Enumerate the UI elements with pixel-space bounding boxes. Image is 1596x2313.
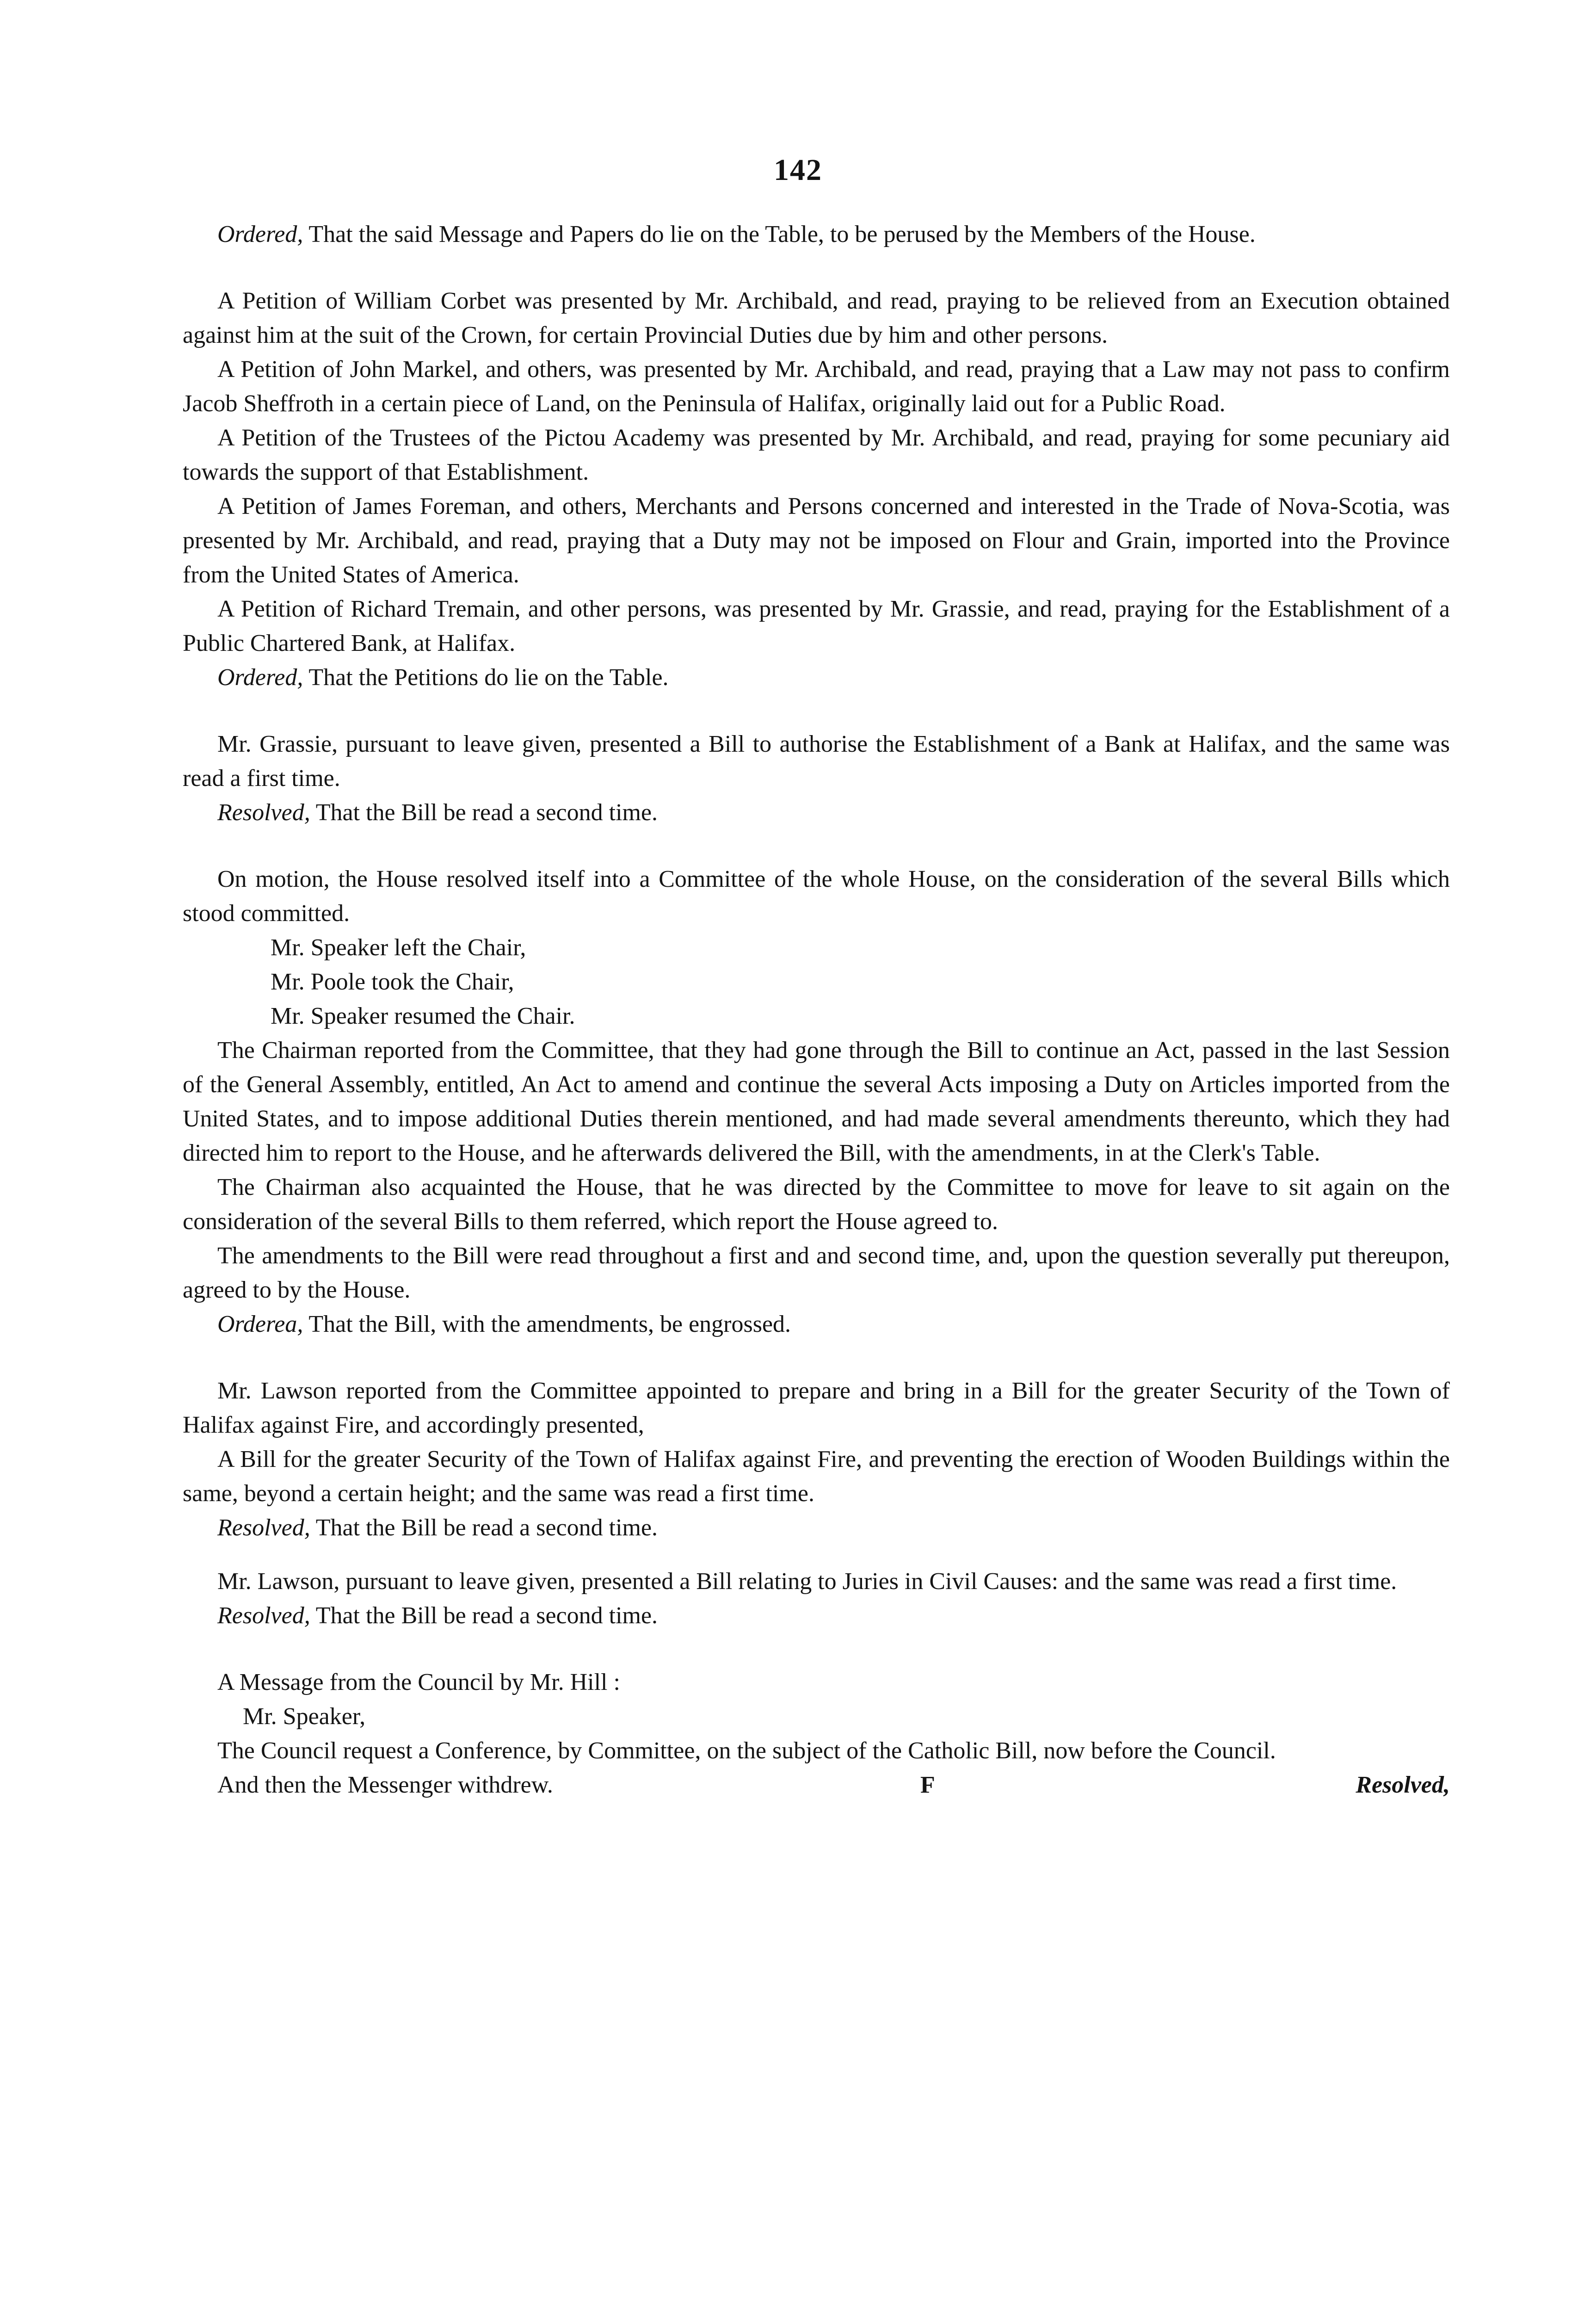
paragraph (183, 592, 1450, 661)
catchword: Resolved, (1356, 1772, 1450, 1798)
chair-line: Mr. Poole took the Chair, (271, 969, 514, 995)
paragraph (183, 353, 1450, 421)
paragraph-text: The amendments to the Bill were read throughout a first and and second time, and, upon the question severally put thereupon, agreed to by the House. (183, 1243, 1450, 1303)
paragraph (183, 727, 1450, 796)
paragraph-lead: Resolved, (217, 1515, 310, 1541)
paragraph-text: A Bill for the greater Security of the Town of Halifax against Fire, and preventing the erection of Wooden Buildings within the same, beyond a certain height; and the same was read a first time. (183, 1446, 1450, 1507)
paragraph-text: The Chairman also acquainted the House, that he was directed by the Committee to move for leave to sit again on the consideration of the several Bills to them referred, which report the House agreed to. (183, 1174, 1450, 1235)
paragraph (183, 217, 1450, 252)
paragraph-text: On motion, the House resolved itself into a Committee of the whole House, on the consideration of the several Bills which stood committed. (183, 866, 1450, 927)
paragraph (183, 1665, 1450, 1700)
paragraph-text: Mr. Lawson, pursuant to leave given, presented a Bill relating to Juries in Civil Causes: and the same was read a first time. (217, 1568, 1397, 1595)
page-number: 142 (774, 153, 822, 187)
paragraph-text: That the Bill be read a second time. (310, 799, 658, 826)
paragraph (183, 1239, 1450, 1307)
journal-text (183, 217, 1450, 1802)
paragraph-lead: Resolved, (217, 799, 310, 826)
message-salutation: Mr. Speaker, (243, 1703, 366, 1730)
paragraph (183, 1565, 1450, 1599)
paragraph-lead: Resolved, (217, 1602, 310, 1629)
paragraph-text: A Petition of John Markel, and others, was presented by Mr. Archibald, and read, praying that a Law may not pass to confirm Jacob Sheffroth in a certain piece of Land, on the Peninsula of Halifax, originally laid out for a Public Road. (183, 356, 1450, 417)
closing-text: And then the Messenger withdrew. (217, 1772, 553, 1798)
paragraph-text: That the Bill, with the amendments, be engrossed. (303, 1311, 791, 1337)
paragraph-text: Mr. Lawson reported from the Committee appointed to prepare and bring in a Bill for the greater Security of the Town of Halifax against Fire, and accordingly presented, (183, 1378, 1450, 1438)
paragraph-text: The Chairman reported from the Committee, that they had gone through the Bill to continue an Act, passed in the last Session of the General Assembly, entitled, An Act to amend and continue the several Acts imposing a Duty on Articles imported from the United States, and to impose additional Duties therein mentioned, and had made several amendments thereunto, which they had directed him to report to the House, and he afterwards delivered the Bill, with the amendments, in at the Clerk's Table. (183, 1037, 1450, 1166)
paragraph (183, 661, 1450, 695)
paragraph (183, 1170, 1450, 1239)
paragraph (183, 1734, 1450, 1768)
paragraph-lead: Orderea, (217, 1311, 303, 1337)
paragraph-text: A Petition of the Trustees of the Pictou Academy was presented by Mr. Archibald, and read, praying for some pecuniary aid towards the support of that Establishment. (183, 425, 1450, 485)
paragraph (183, 1033, 1450, 1170)
closing-line (183, 1768, 1450, 1802)
paragraph-text: That the Petitions do lie on the Table. (303, 664, 669, 691)
paragraph (183, 862, 1450, 931)
paragraph-lead: Ordered, (217, 221, 303, 247)
paragraph-text: A Petition of Richard Tremain, and other persons, was presented by Mr. Grassie, and read, praying for the Establishment of a Public Chartered Bank, at Halifax. (183, 596, 1450, 656)
paragraph (183, 1307, 1450, 1342)
paragraph (183, 1511, 1450, 1545)
paragraph-text: That the Bill be read a second time. (310, 1602, 658, 1629)
paragraph-text: A Petition of William Corbet was presented by Mr. Archibald, and read, praying to be relieved from an Execution obtained against him at the suit of the Crown, for certain Provincial Duties due by him and other persons. (183, 288, 1450, 348)
paragraph-lead: Ordered, (217, 664, 303, 691)
paragraph-text: A Message from the Council by Mr. Hill : (217, 1669, 620, 1695)
chair-line: Mr. Speaker resumed the Chair. (271, 1003, 575, 1029)
paragraph-text: That the said Message and Papers do lie on the Table, to be perused by the Members of the House. (303, 221, 1256, 247)
paragraph (183, 1599, 1450, 1633)
paragraph-text: That the Bill be read a second time. (310, 1515, 658, 1541)
chair-line: Mr. Speaker left the Chair, (271, 934, 526, 961)
paragraph (183, 489, 1450, 592)
paragraph-text: Mr. Grassie, pursuant to leave given, presented a Bill to authorise the Establishment of a Bank at Halifax, and the same was read a first time. (183, 731, 1450, 792)
paragraph (183, 1374, 1450, 1442)
paragraph (183, 796, 1450, 830)
paragraph (183, 284, 1450, 353)
paragraph (183, 1442, 1450, 1511)
paragraph (183, 421, 1450, 489)
paragraph-text: A Petition of James Foreman, and others, Merchants and Persons concerned and interested in the Trade of Nova-Scotia, was presented by Mr. Archibald, and read, praying that a Duty may not be imposed on Flour and Grain, imported into the Province from the United States of America. (183, 493, 1450, 588)
paragraph-text: The Council request a Conference, by Committee, on the subject of the Catholic Bill, now before the Council. (217, 1738, 1276, 1764)
signature-mark: F (920, 1772, 935, 1798)
